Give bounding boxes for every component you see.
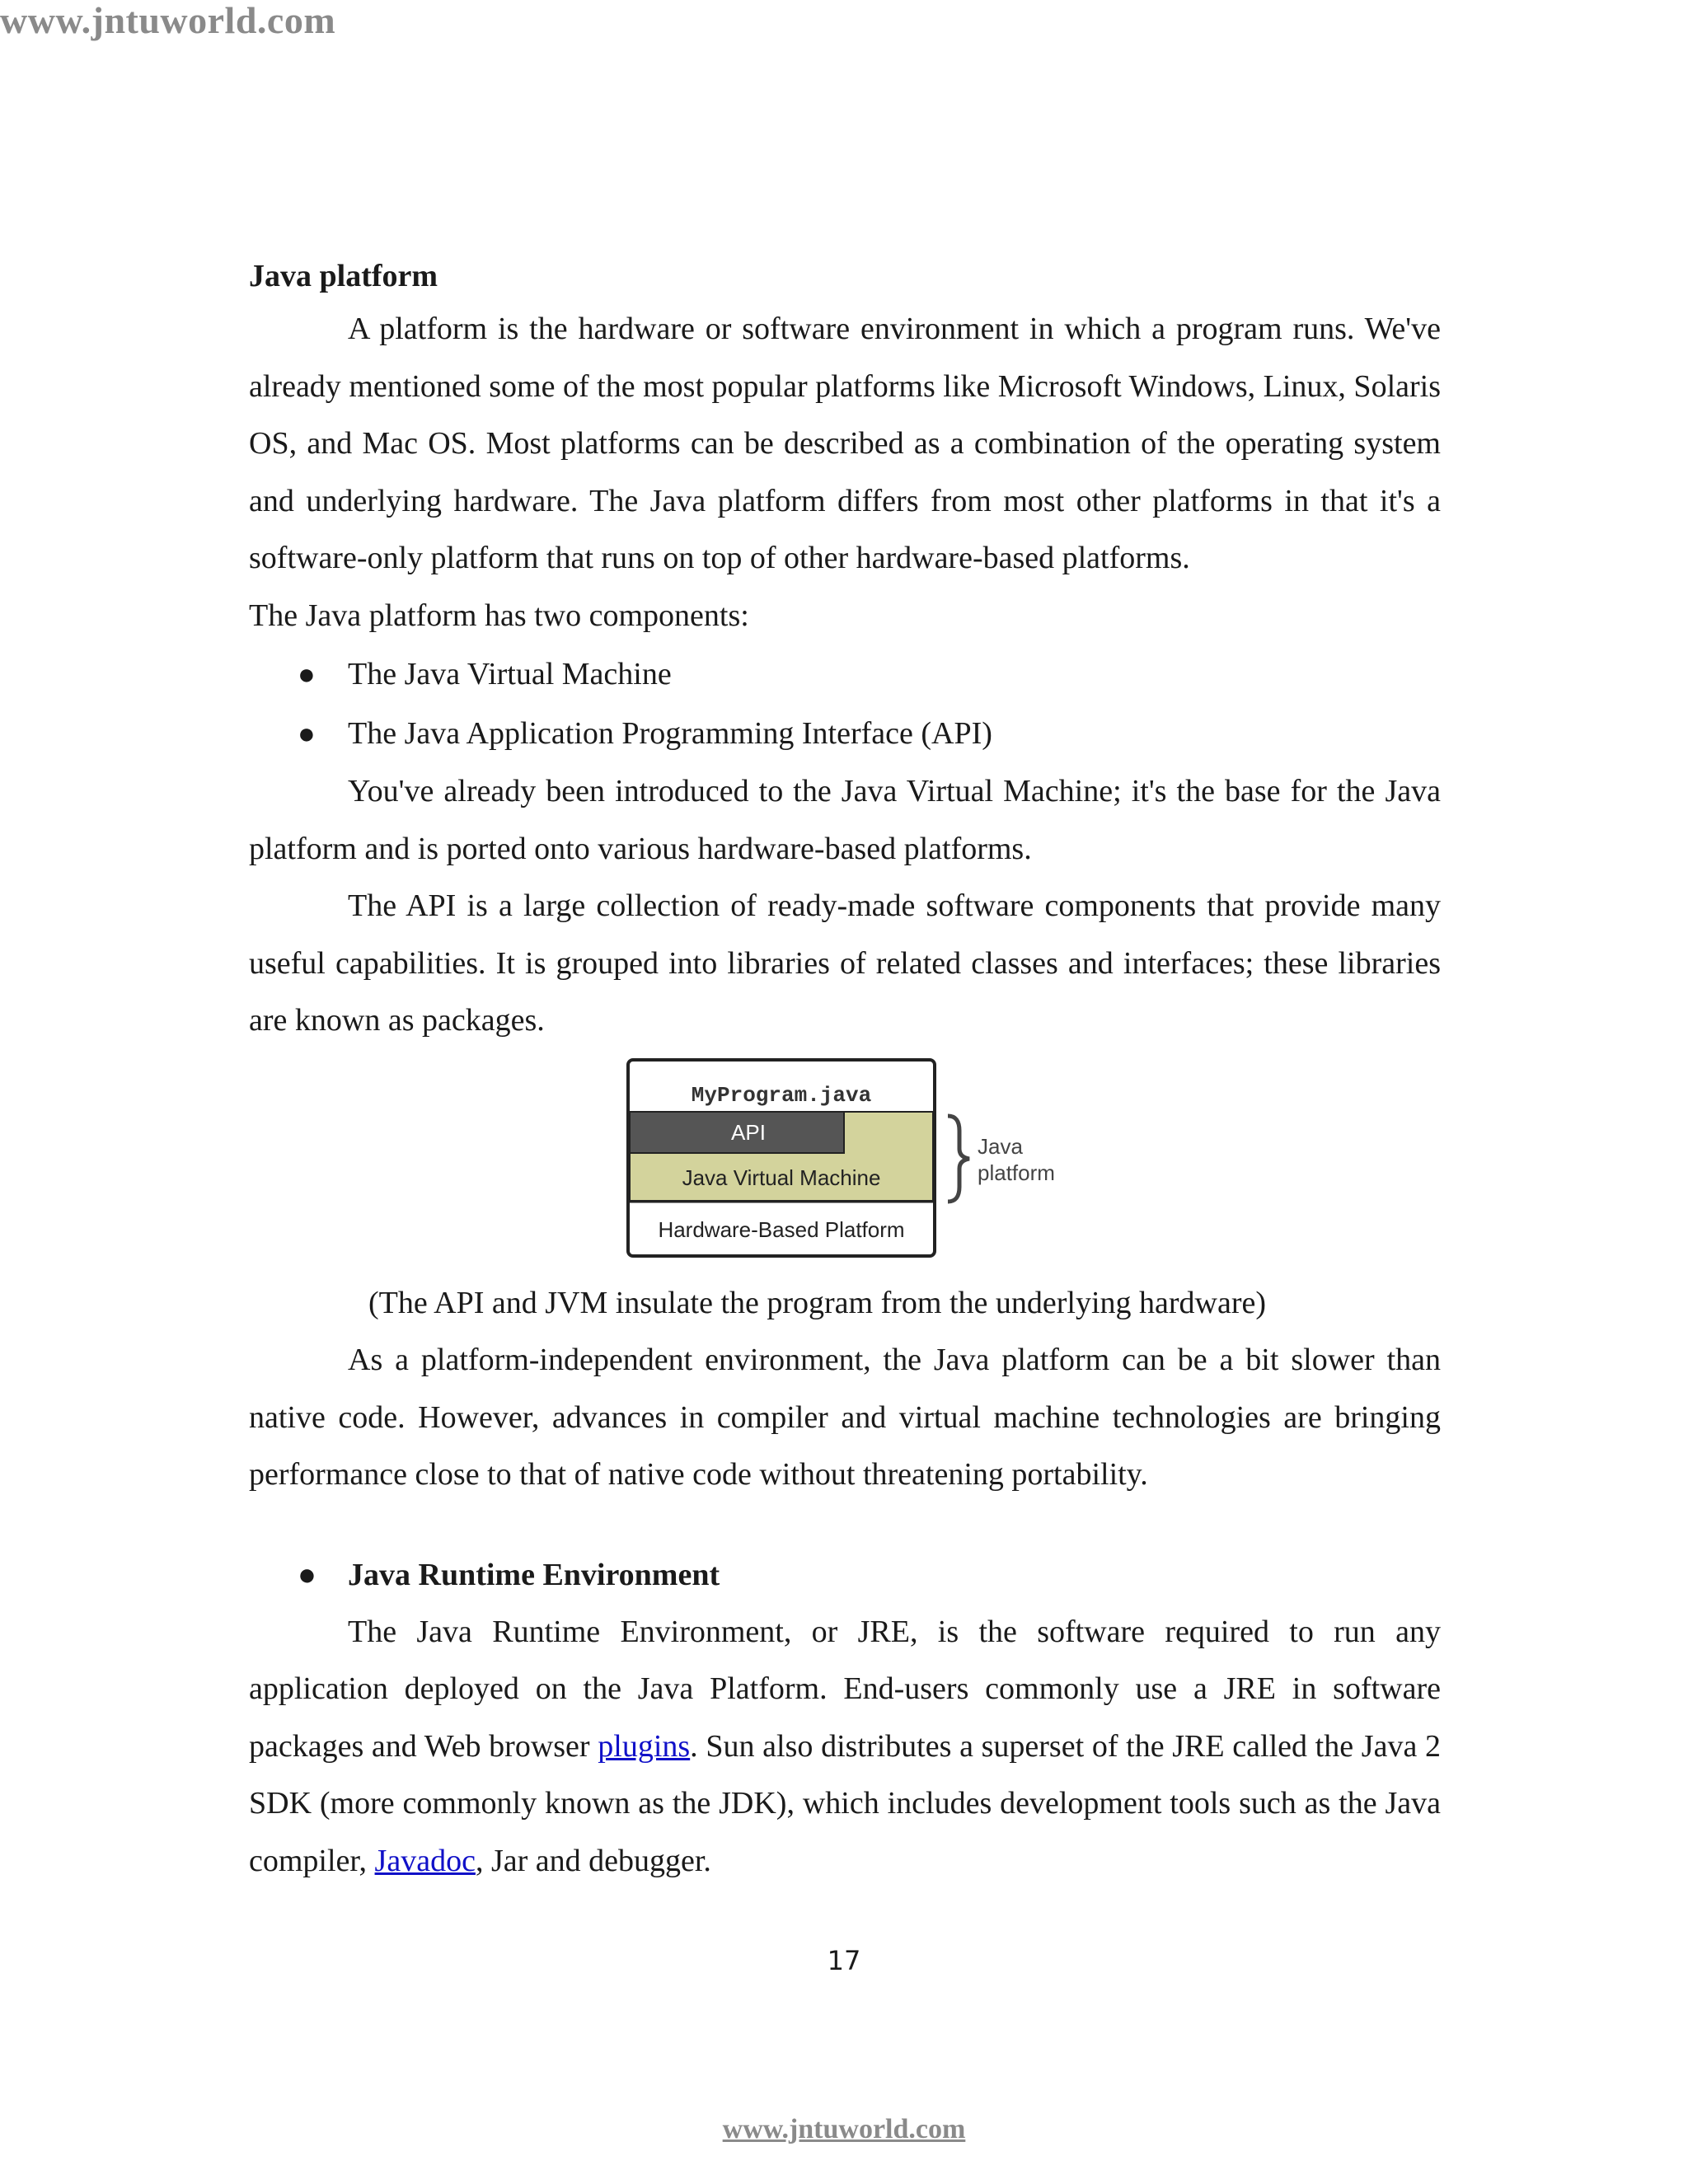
diagram-brace-icon — [948, 1116, 969, 1202]
java-platform-diagram — [249, 1057, 1441, 1275]
paragraph-performance: As a platform-independent environment, the Java platform can be a bit slower than native code. However, advances in compiler and virtual machine technologies are bringing performance close to that of native code without threatening portability. — [249, 1343, 1441, 1492]
paragraph-jvm-intro: You've already been introduced to the Java Virtual Machine; it's the base for the Java platform and is ported onto various hardware-based platforms. — [249, 774, 1441, 866]
section-heading-jre — [249, 1547, 1441, 1604]
bullet-icon: ● — [298, 658, 316, 691]
jre-text-start: The Java Runtime Environment, or JRE, is the software required to run any application deployed on the Java Platform. End-users commonly use a JRE in software packages and Web browser — [249, 1614, 1441, 1764]
list-item — [249, 704, 1441, 763]
list-item-text: The Java Virtual Machine — [348, 657, 672, 691]
watermark-bottom: www.jntuworld.com — [722, 2114, 966, 2144]
section-heading-jre-text: Java Runtime Environment — [348, 1557, 720, 1592]
diagram-svg — [249, 1057, 1441, 1275]
plugins-link[interactable]: plugins — [598, 1728, 691, 1764]
diagram-jvm-label: Java Virtual Machine — [682, 1165, 881, 1190]
paragraph-jre-description — [249, 1604, 1441, 1891]
javadoc-link[interactable]: Javadoc — [374, 1843, 476, 1878]
diagram-platform-label-line1: Java — [978, 1133, 1023, 1159]
paragraph-api-description: The API is a large collection of ready-made software components that provide many useful capabilities. It is grouped into libraries of related classes and interfaces; these libraries are known as packages. — [249, 888, 1441, 1038]
bullet-icon: ● — [298, 1557, 316, 1592]
section-heading-java-platform: Java platform — [249, 259, 438, 293]
bullet-icon: ● — [298, 717, 316, 750]
watermark-top: www.jntuworld.com — [0, 0, 336, 41]
jre-text-end: , Jar and debugger. — [475, 1843, 711, 1878]
page-number: 17 — [827, 1945, 861, 1976]
diagram-caption: (The API and JVM insulate the program from the underlying hardware) — [368, 1285, 1267, 1320]
diagram-platform-label-line2: platform — [978, 1160, 1055, 1185]
components-list — [249, 644, 1441, 763]
diagram-api-label: API — [731, 1119, 766, 1145]
paragraph-platform-definition: A platform is the hardware or software environment in which a program runs. We've already mentioned some of the most popular platforms like Microsoft Windows, Linux, Solaris OS, and Mac OS. Most platforms can be described as a combination of the operating system and underlying hardware. The Java platform differs from most other platforms in that it's a software-only platform that runs on top of other hardware-based platforms. — [249, 312, 1441, 575]
diagram-program-label: MyProgram.java — [691, 1082, 872, 1108]
paragraph-components-intro: The Java platform has two components: — [249, 598, 749, 633]
diagram-hardware-label: Hardware-Based Platform — [658, 1216, 905, 1242]
page-content — [249, 251, 1441, 1890]
list-item-text: The Java Application Programming Interface (API) — [348, 716, 992, 751]
jre-text-mid: . Sun also distributes a superset of the JRE called the Java 2 SDK (more commonly known as the JDK), which includes development tools such as the Java compiler, — [249, 1728, 1441, 1878]
list-item — [249, 644, 1441, 704]
